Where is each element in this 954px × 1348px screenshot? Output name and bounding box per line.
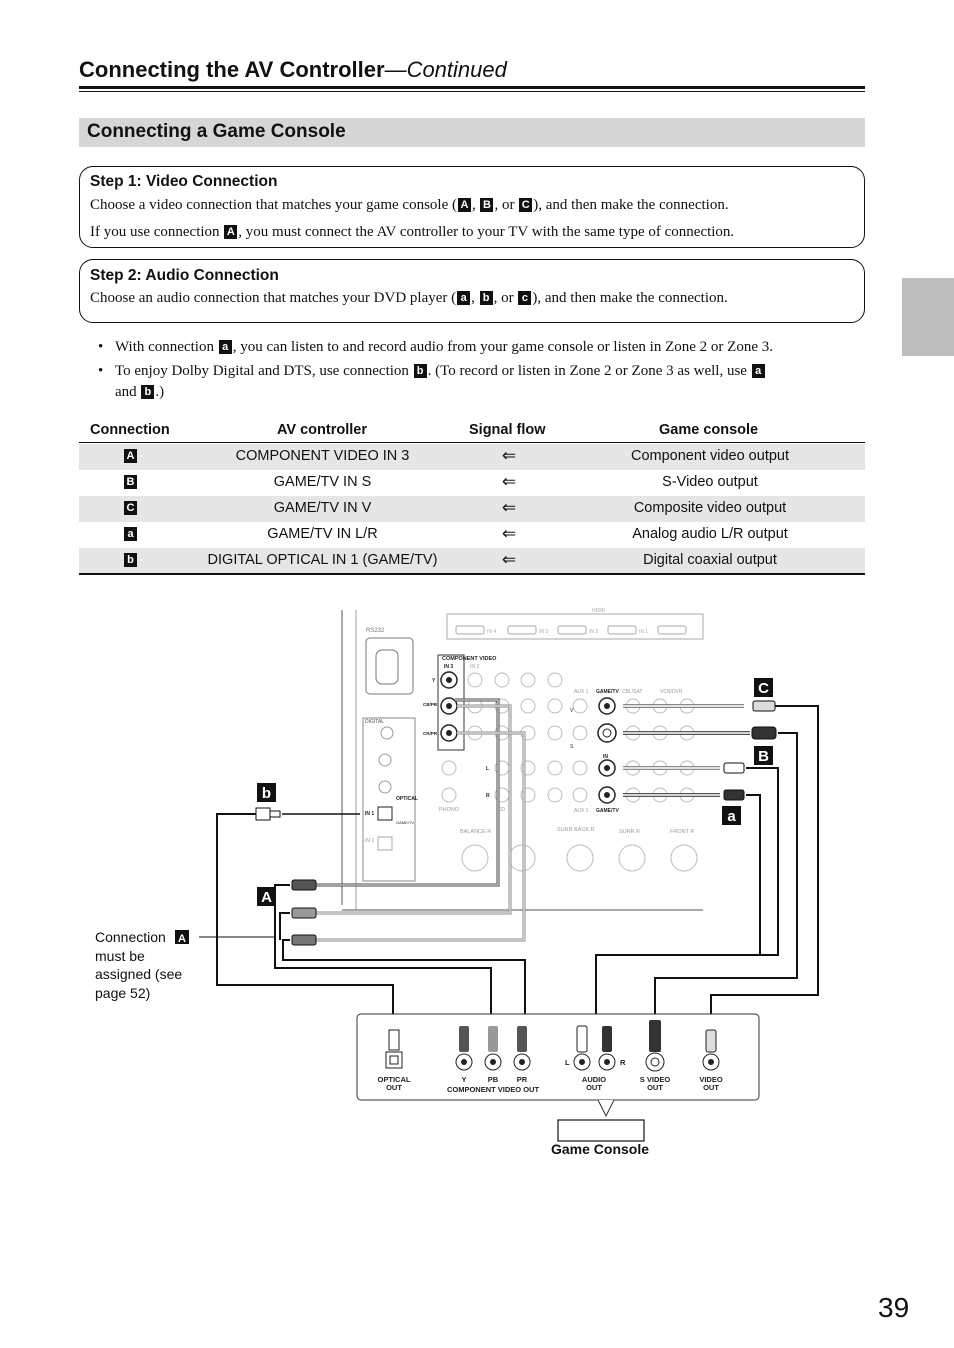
table-av-cell: COMPONENT VIDEO IN 3 — [235, 448, 410, 464]
panel-optical-in1-label: IN 1 — [365, 811, 375, 817]
panel-cb-label: CB/PB — [423, 702, 438, 707]
panel-hdmi-in4: IN 4 — [487, 629, 497, 635]
badge-B: B — [480, 198, 493, 212]
table-av-cell: GAME/TV IN S — [273, 474, 372, 490]
panel-comp-in2: IN 2 — [470, 664, 480, 670]
bullet-text: To enjoy Dolby Digital and DTS, use connection — [115, 363, 413, 379]
bullet-text: and — [115, 384, 141, 400]
bullet-dot: • — [98, 363, 104, 379]
panel-rs232-label: RS232 — [366, 628, 385, 634]
panel-y-label: Y — [432, 678, 436, 684]
bullet-text: . (To record or listen in Zone 2 or Zone 3 as well, use — [427, 363, 751, 379]
table-console-cell: Digital coaxial output — [643, 552, 777, 568]
connection-diagram — [0, 600, 954, 1170]
header-rule-thin — [79, 91, 865, 92]
console-svideo-out: S VIDEO — [639, 1075, 671, 1084]
note-line1: Connection — [95, 929, 166, 945]
page-number: 39 — [878, 1292, 910, 1323]
header-continued: —Continued — [384, 57, 507, 82]
page-header-title — [79, 57, 507, 83]
connection-note — [95, 929, 275, 1001]
table-av-cell: GAME/TV IN V — [273, 500, 372, 516]
panel-vcr-dvr: VCR/DVR — [660, 689, 683, 695]
step2-text: Choose an audio connection that matches your DVD player ( — [90, 290, 457, 306]
panel-cd: CD — [497, 807, 505, 813]
panel-hdmi-in1: IN 1 — [639, 629, 649, 635]
step2-text: , or — [493, 290, 518, 306]
panel-hdmi-in3: IN 3 — [539, 629, 549, 635]
panel-surr-back-r: SURR BACK R — [557, 827, 595, 833]
panel-hdmi-label: HDMI — [592, 608, 605, 614]
table-conn-badge: C — [124, 501, 137, 515]
panel-optical-in2-label: IN 2 — [365, 838, 375, 844]
panel-aux1-top: AUX 1 — [574, 689, 589, 695]
panel-front-r: FRONT R — [670, 829, 695, 835]
table-console-cell: Composite video output — [633, 500, 787, 516]
table-header-signal-flow: Signal flow — [469, 422, 546, 438]
table-console-cell: S-Video output — [662, 474, 758, 490]
header-title-text: Connecting the AV Controller — [79, 57, 385, 82]
bullet-2 — [98, 363, 766, 380]
table-header-game-console: Game console — [659, 422, 759, 438]
badge-b: b — [141, 385, 154, 399]
panel-l-label: L — [486, 766, 490, 772]
badge-b: b — [414, 364, 427, 378]
step1-text: Choose a video connection that matches your game console ( — [90, 197, 457, 213]
bullet-dot: • — [98, 339, 104, 355]
badge-A: A — [458, 198, 471, 212]
table-flow-cell: ⇐ — [501, 498, 517, 517]
console-audio-out: AUDIO — [581, 1075, 607, 1084]
panel-game-tv-optical: GAME/TV — [396, 820, 415, 825]
bullet-text: With connection — [115, 339, 218, 355]
step2-text: , — [471, 290, 479, 306]
panel-balance-r: BALANCE R — [460, 829, 492, 835]
badge-a: a — [219, 340, 232, 354]
step1-text: ), and then make the connection. — [533, 197, 729, 213]
table-row — [79, 548, 865, 574]
table-flow-cell: ⇐ — [501, 472, 517, 491]
table-row — [79, 444, 865, 470]
console-component-out: COMPONENT VIDEO OUT — [446, 1085, 540, 1094]
step1-box — [79, 166, 865, 248]
panel-component-video-label: COMPONENT VIDEO — [442, 656, 497, 662]
table-conn-badge: a — [124, 527, 137, 541]
connection-table — [79, 420, 865, 575]
panel-surr-r: SURR R — [619, 829, 641, 835]
console-pr: PR — [516, 1075, 528, 1084]
panel-s-label: S — [570, 744, 574, 750]
panel-comp-in3: IN 3 — [444, 664, 454, 670]
step2-line1 — [90, 290, 728, 307]
callout-B: B — [758, 748, 769, 765]
bullet-text: , you can listen to and record audio from your game console or listen in Zone 2 or Zone 3. — [232, 339, 773, 355]
panel-digital-label: DIGITAL — [365, 719, 385, 725]
table-flow-cell: ⇐ — [501, 550, 517, 569]
step2-box — [79, 259, 865, 323]
step1-text: , you must connect the AV controller to your TV with the same type of connection. — [238, 224, 735, 240]
panel-hdmi-in2: IN 2 — [589, 629, 599, 635]
table-flow-cell: ⇐ — [501, 446, 517, 465]
panel-aux1-bottom: AUX 1 — [574, 808, 589, 814]
table-flow-cell: ⇐ — [501, 524, 517, 543]
table-bottom-rule — [79, 573, 865, 575]
panel-optical-label: OPTICAL — [396, 796, 418, 802]
console-video-out2: OUT — [703, 1083, 719, 1092]
bullet-1 — [98, 339, 773, 356]
callout-b: b — [261, 785, 272, 802]
console-audio-r: R — [620, 1058, 626, 1067]
badge-a: a — [457, 291, 470, 305]
badge-A: A — [224, 225, 237, 239]
table-row — [79, 496, 865, 522]
table-header-connection: Connection — [90, 422, 170, 438]
console-audio-out2: OUT — [586, 1083, 602, 1092]
panel-game-tv-top: GAME/TV — [596, 689, 619, 695]
game-console-panel — [357, 1014, 759, 1157]
console-pb: PB — [487, 1075, 499, 1084]
header-rule-thick — [79, 86, 865, 89]
step1-line2 — [90, 224, 734, 241]
panel-phono: PHONO — [439, 807, 460, 813]
console-audio-l: L — [565, 1058, 570, 1067]
console-optical-out2: OUT — [386, 1083, 402, 1092]
panel-game-tv-bottom: GAME/TV — [596, 808, 619, 814]
panel-v-label: V — [570, 708, 574, 714]
step1-line1 — [90, 197, 729, 214]
note-badge-A: A — [178, 933, 186, 945]
table-header-rule — [79, 442, 865, 443]
console-optical-out: OPTICAL — [377, 1075, 411, 1084]
callout-C: C — [758, 680, 769, 697]
table-av-cell: DIGITAL OPTICAL IN 1 (GAME/TV) — [207, 552, 438, 568]
table-conn-badge: A — [124, 449, 137, 463]
panel-cbl-sat: CBL/SAT — [622, 689, 643, 695]
table-conn-badge: b — [124, 553, 137, 567]
table-header-av-controller: AV controller — [277, 422, 367, 438]
step1-text: , or — [494, 197, 519, 213]
badge-C: C — [519, 198, 532, 212]
table-console-cell: Component video output — [631, 448, 789, 464]
callout-a: a — [727, 808, 736, 825]
table-conn-badge: B — [124, 475, 137, 489]
console-y: Y — [461, 1075, 467, 1084]
note-line4: page 52) — [95, 985, 151, 1001]
table-av-cell: GAME/TV IN L/R — [267, 526, 378, 542]
bullet-text: .) — [155, 384, 165, 400]
table-console-cell: Analog audio L/R output — [632, 526, 788, 542]
badge-c: c — [518, 291, 531, 305]
step2-title: Step 2: Audio Connection — [90, 267, 279, 284]
panel-r-label: R — [486, 793, 490, 799]
section-title: Connecting a Game Console — [87, 121, 346, 142]
table-row — [79, 470, 865, 496]
panel-in-label: IN — [603, 754, 608, 760]
console-video-out: VIDEO — [699, 1075, 723, 1084]
step1-title: Step 1: Video Connection — [90, 173, 278, 190]
badge-a: a — [752, 364, 765, 378]
note-line2: must be — [95, 948, 145, 964]
table-row — [79, 522, 865, 548]
step1-text: If you use connection — [90, 224, 224, 240]
note-line3: assigned (see — [95, 966, 183, 982]
step1-text: , — [471, 197, 480, 213]
console-svideo-out2: OUT — [647, 1083, 663, 1092]
bullet-2-cont — [115, 384, 164, 401]
step2-text: ), and then make the connection. — [532, 290, 728, 306]
badge-b: b — [480, 291, 493, 305]
console-name: Game Console — [550, 1141, 650, 1157]
chapter-side-tab — [902, 278, 954, 356]
callout-A: A — [261, 889, 272, 906]
panel-cr-label: CR/PR — [423, 731, 438, 736]
